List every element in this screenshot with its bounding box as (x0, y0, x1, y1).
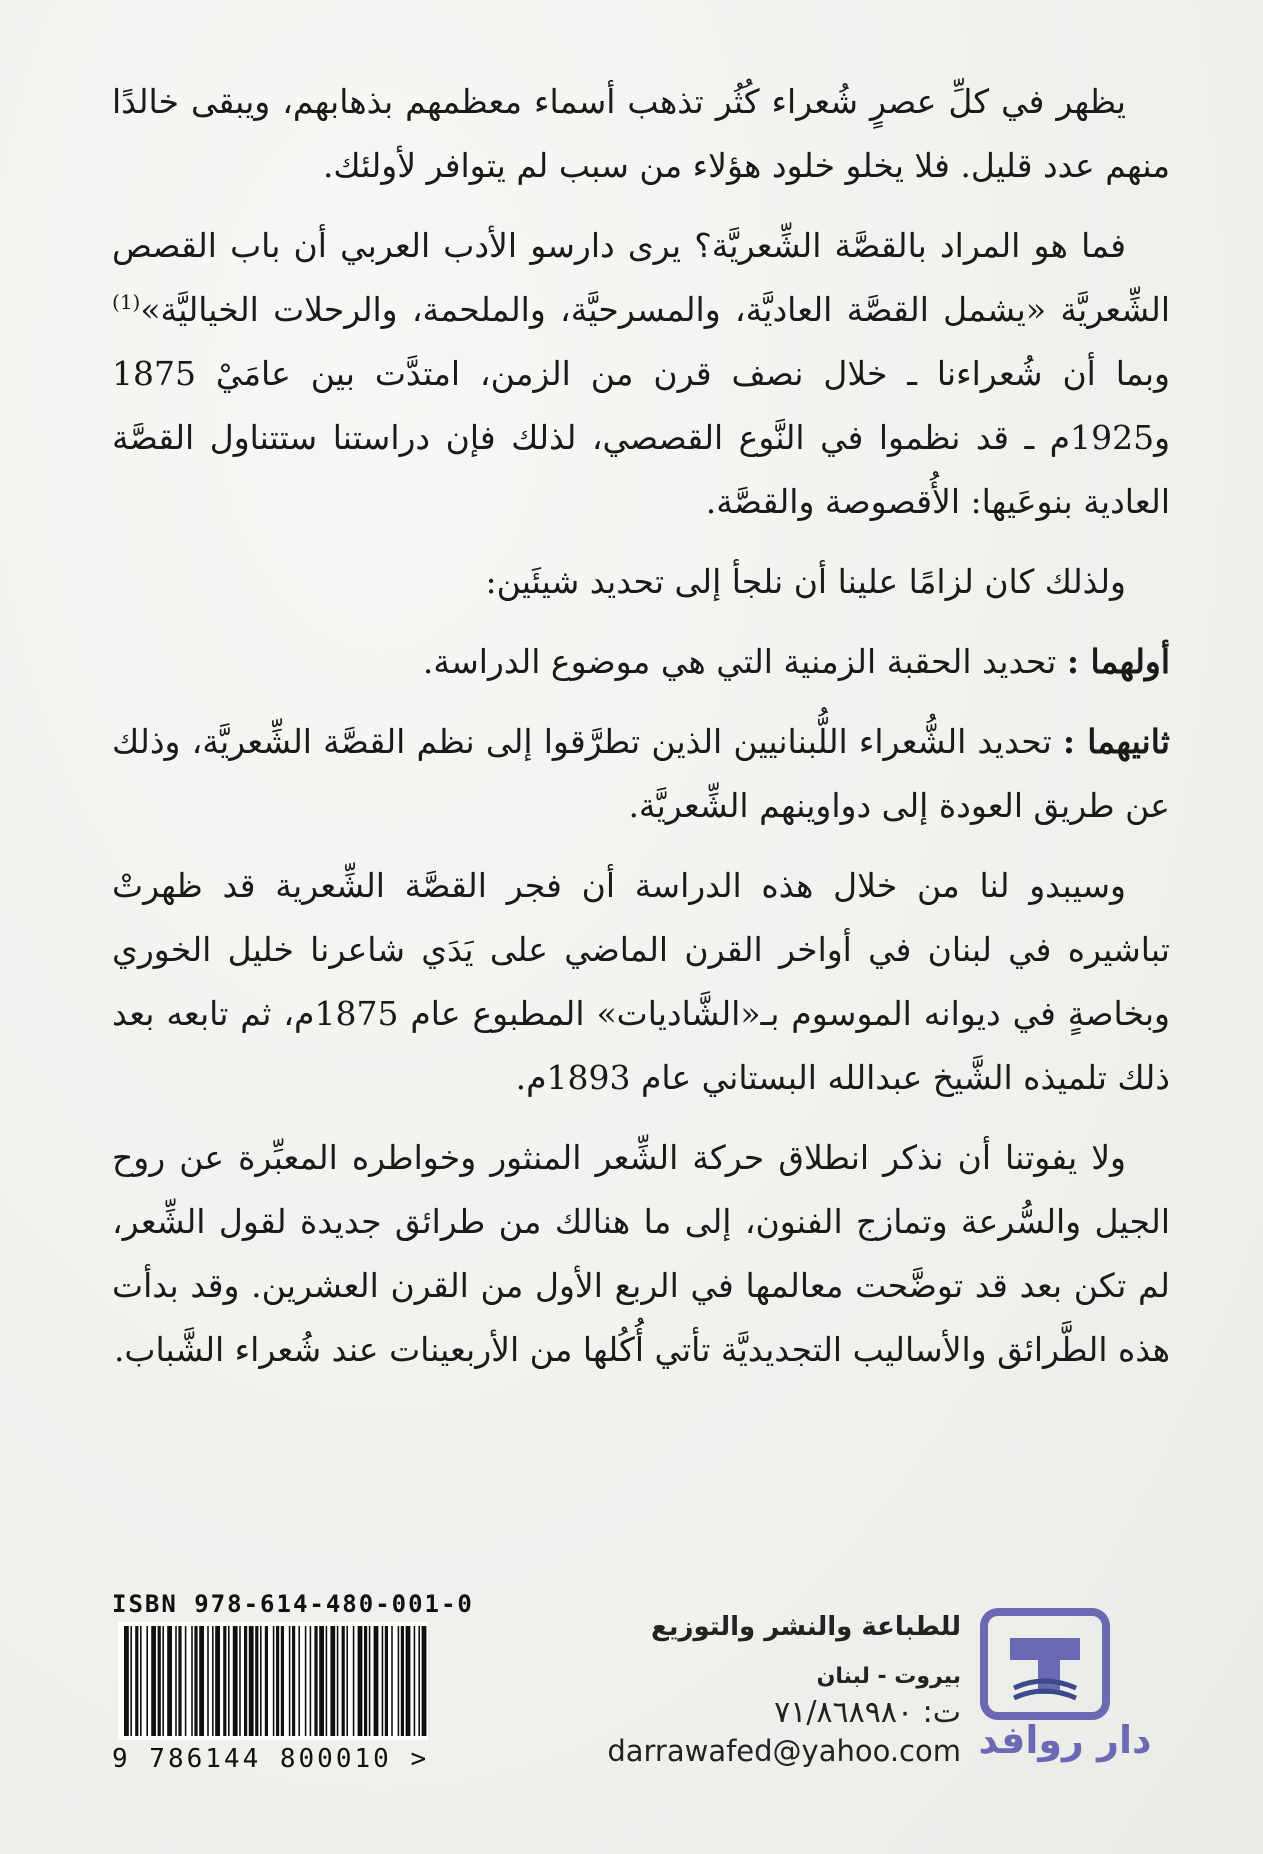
barcode-bar (151, 1626, 156, 1736)
barcode-bar (276, 1626, 279, 1736)
barcode-digits: 9 786144 800010 > (112, 1744, 430, 1774)
barcode-bar (233, 1626, 238, 1736)
barcode-bar (158, 1626, 161, 1736)
barcode-bar (330, 1626, 335, 1736)
barcode-bar (342, 1626, 345, 1736)
barcode-bar (228, 1626, 230, 1736)
barcode-bar (369, 1626, 371, 1736)
barcode-bar (353, 1626, 355, 1736)
barcode-bar (391, 1626, 393, 1736)
list-item-text: تحديد الحقبة الزمنية التي هي موضوع الدراسة. (422, 642, 1057, 681)
publisher-info (651, 1612, 961, 1734)
barcode-bar (167, 1626, 172, 1736)
barcode-bar (191, 1626, 193, 1736)
footnote-mark: (1) (112, 290, 141, 314)
publisher-logo-icon (980, 1608, 1110, 1720)
barcode-bars (118, 1622, 428, 1740)
barcode-bar (401, 1626, 404, 1736)
paragraph-4: وسيبدو لنا من خلال هذه الدراسة أن فجر القصَّة الشِّعرية قد ظهرتْ تباشيره في لبنان في أواخر القرن الماضي على يَدَي شاعرنا خليل الخوري وبخاصةٍ في ديوانه الموسوم بـ«الشَّاديات» المطبوع عام 1875م، ثم تابعه بعد ذلك تلميذه الشَّيخ عبدالله البستاني عام 1893م. (112, 866, 1170, 1097)
list-item-label: ثانيهما : (1062, 722, 1170, 761)
barcode-bar (265, 1626, 268, 1736)
list-item-label: أولهما : (1066, 642, 1170, 681)
barcode-bar (418, 1626, 420, 1736)
barcode-bar (255, 1626, 258, 1736)
list-item-first (112, 630, 1170, 694)
barcode-bar (146, 1626, 148, 1736)
barcode-bar (175, 1626, 177, 1736)
blurb-text (112, 70, 1170, 1398)
publisher-tagline: للطباعة والنشر والتوزيع (650, 1612, 961, 1642)
barcode-bar (194, 1626, 197, 1736)
barcode-bar (207, 1626, 209, 1736)
barcode-bar (260, 1626, 262, 1736)
paragraph-5: ولا يفوتنا أن نذكر انطلاق حركة الشِّعر المنثور وخواطره المعبِّرة عن روح الجيل والسُّرعة وتمازج الفنون، إلى ما هنالك من طرائق جديدة لقول الشِّعر، لم تكن بعد قد توضَّحت معالمها في الربع الأول من القرن العشرين. وقد بدأت هذه الطَّرائق والأساليب التجديديَّة تأتي أُكُلها من الأربعينات عند شُعراء الشَّباب. (112, 1138, 1170, 1369)
barcode-bar (382, 1626, 384, 1736)
barcode-bar (289, 1626, 291, 1736)
barcode-bar (239, 1626, 241, 1736)
barcode-bar (178, 1626, 181, 1736)
barcode-bar (124, 1626, 129, 1736)
paragraph-2-text: فما هو المراد بالقصَّة الشِّعريَّة؟ يرى دارسو الأدب العربي أن باب القصص الشِّعريَّة «يشمل القصَّة العاديَّة، والمسرحيَّة، والملحمة، والرحلات الخياليَّة» (112, 226, 1170, 329)
publisher-phone: ت: ٧١/٨٦٨٩٨٠ (774, 1695, 961, 1730)
barcode-bar (140, 1626, 142, 1736)
paragraph-1: يظهر في كلِّ عصرٍ شُعراء كُثُر تذهب أسماء معظمهم بذهابهم، ويبقى خالدًا منهم عدد قليل. فلا يخلو خلود هؤلاء من سبب لم يتوافر لأولئك. (112, 82, 1170, 185)
list-item-second (112, 710, 1170, 838)
barcode-bar (215, 1626, 220, 1736)
barcode-bar (319, 1626, 324, 1736)
barcode-bar (292, 1626, 295, 1736)
barcode-bar (135, 1626, 138, 1736)
paragraph-2-cont: وبما أن شُعراءنا ـ خلال نصف قرن من الزمن، امتدَّت بين عامَيْ 1875 و1925م ـ قد نظموا في النَّوع القصصي، لذلك فإن دراستنا ستتناول القصَّة العادية بنوعَيها: الأُقصوصة والقصَّة. (112, 354, 1170, 521)
barcode-bar (346, 1626, 348, 1736)
barcode-bar (185, 1626, 187, 1736)
barcode-bar (244, 1626, 247, 1736)
barcode-bar (422, 1626, 427, 1736)
barcode-bar (199, 1626, 204, 1736)
barcode-image (118, 1622, 428, 1740)
barcode-bar (358, 1626, 363, 1736)
paragraph-3: ولذلك كان لزامًا علينا أن نلجأ إلى تحديد شيئَين: (485, 562, 1126, 601)
isbn-label: ISBN 978-614-480-001-0 (112, 1590, 474, 1618)
publisher-email: darrawafed@yahoo.com (607, 1734, 961, 1768)
barcode-bar (249, 1626, 254, 1736)
barcode-bar (273, 1626, 275, 1736)
list-item-text: تحديد الشُّعراء اللُّبنانيين الذين تطرَّقوا إلى نظم القصَّة الشِّعريَّة، وذلك عن طريق العودة إلى دواوينهم الشِّعريَّة. (112, 722, 1170, 825)
barcode-bar (374, 1626, 379, 1736)
barcode-bar (398, 1626, 400, 1736)
barcode-bar (310, 1626, 312, 1736)
barcode-bar (298, 1626, 300, 1736)
publisher-city: بيروت - لبنان (816, 1664, 961, 1689)
barcode-bar (162, 1626, 164, 1736)
barcode-bar (326, 1626, 328, 1736)
barcode-bar (314, 1626, 317, 1736)
barcode-bar (385, 1626, 388, 1736)
barcode-bar (130, 1626, 132, 1736)
barcode-bar (406, 1626, 411, 1736)
barcode-bar (281, 1626, 284, 1736)
barcode-bar (212, 1626, 214, 1736)
publisher-name: دار روافد (978, 1718, 1152, 1762)
barcode-bar (223, 1626, 226, 1736)
barcode-bar (337, 1626, 339, 1736)
paragraph-2 (112, 214, 1170, 534)
barcode-bar (364, 1626, 367, 1736)
barcode-bar (305, 1626, 307, 1736)
barcode-bar (414, 1626, 416, 1736)
